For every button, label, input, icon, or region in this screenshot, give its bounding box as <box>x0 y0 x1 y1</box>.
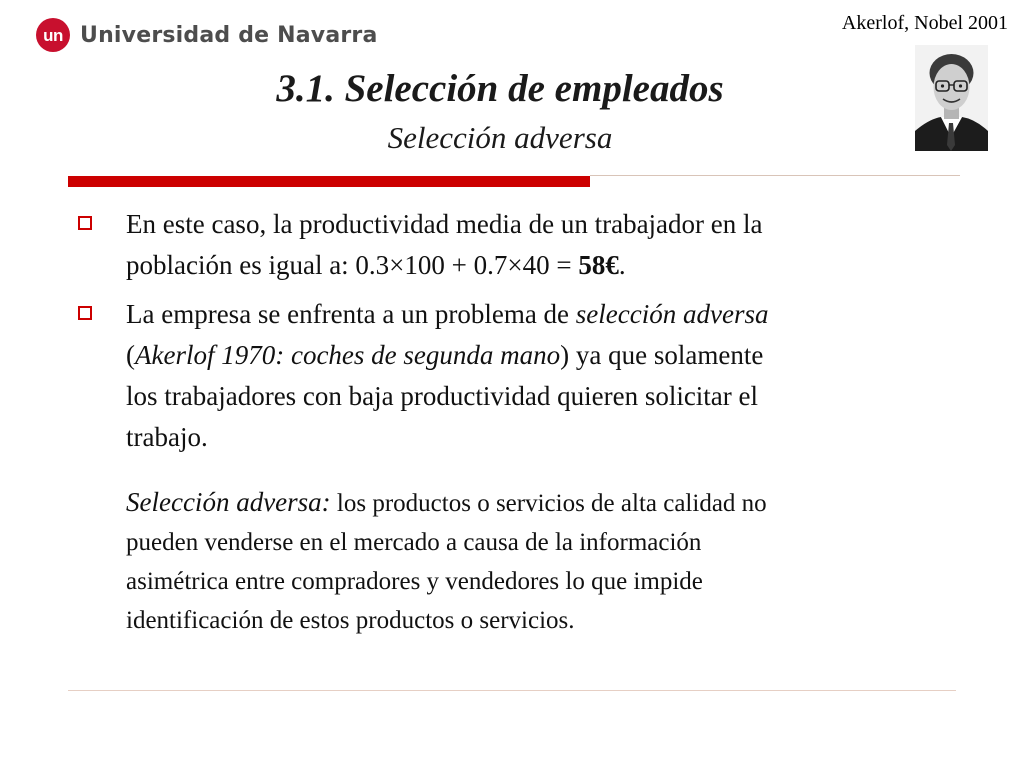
definition-line: identificación de estos productos o servicios. <box>126 607 575 634</box>
definition-term: Selección adversa: <box>126 487 331 517</box>
text-run: La empresa se enfrenta a un problema de <box>126 299 576 329</box>
university-logo <box>36 17 378 53</box>
bullet-line <box>126 376 946 417</box>
text-run: ) ya que solamente <box>560 340 764 370</box>
slide-subtitle: Selección adversa <box>387 120 613 155</box>
text-run: En este caso, la productividad media de un trabajador en la <box>126 209 763 239</box>
bullet-line <box>126 204 946 245</box>
square-bullet-icon <box>78 306 92 320</box>
definition-line <box>126 483 946 523</box>
definition-text: los productos o servicios de alta calidad no <box>330 490 767 517</box>
definition-block <box>126 483 946 640</box>
definition-line: pueden venderse en el mercado a causa de la información <box>126 529 702 556</box>
logo-text: Universidad de Navarra <box>80 22 378 48</box>
bullet-item-2 <box>126 294 946 458</box>
text-run: ( <box>126 340 135 370</box>
emphasis-term: selección adversa <box>575 299 769 329</box>
text-run: . <box>618 250 626 280</box>
bullet-line <box>126 294 946 335</box>
definition-line: asimétrica entre compradores y vendedores lo que impide <box>126 568 703 595</box>
text-run: trabajo. <box>126 422 208 452</box>
bullet-item-1 <box>126 204 946 286</box>
result-value: 58€ <box>578 250 619 280</box>
logo-mark: un <box>36 18 70 52</box>
title-underline-red <box>68 176 590 187</box>
text-run: los trabajadores con baja productividad quieren solicitar el <box>126 381 759 411</box>
bullet-line <box>126 245 946 286</box>
bullet-line <box>126 417 946 458</box>
footer-divider <box>68 690 956 691</box>
citation: Akerlof 1970: coches de segunda mano <box>135 340 561 370</box>
nobel-credit: Akerlof, Nobel 2001 <box>841 12 1008 34</box>
text-run: población es igual a: 0.3×100 + 0.7×40 = <box>126 250 579 280</box>
bullet-line <box>126 335 946 376</box>
title-underline-thin <box>590 175 960 176</box>
slide-title: 3.1. Selección de empleados <box>276 67 724 110</box>
square-bullet-icon <box>78 216 92 230</box>
